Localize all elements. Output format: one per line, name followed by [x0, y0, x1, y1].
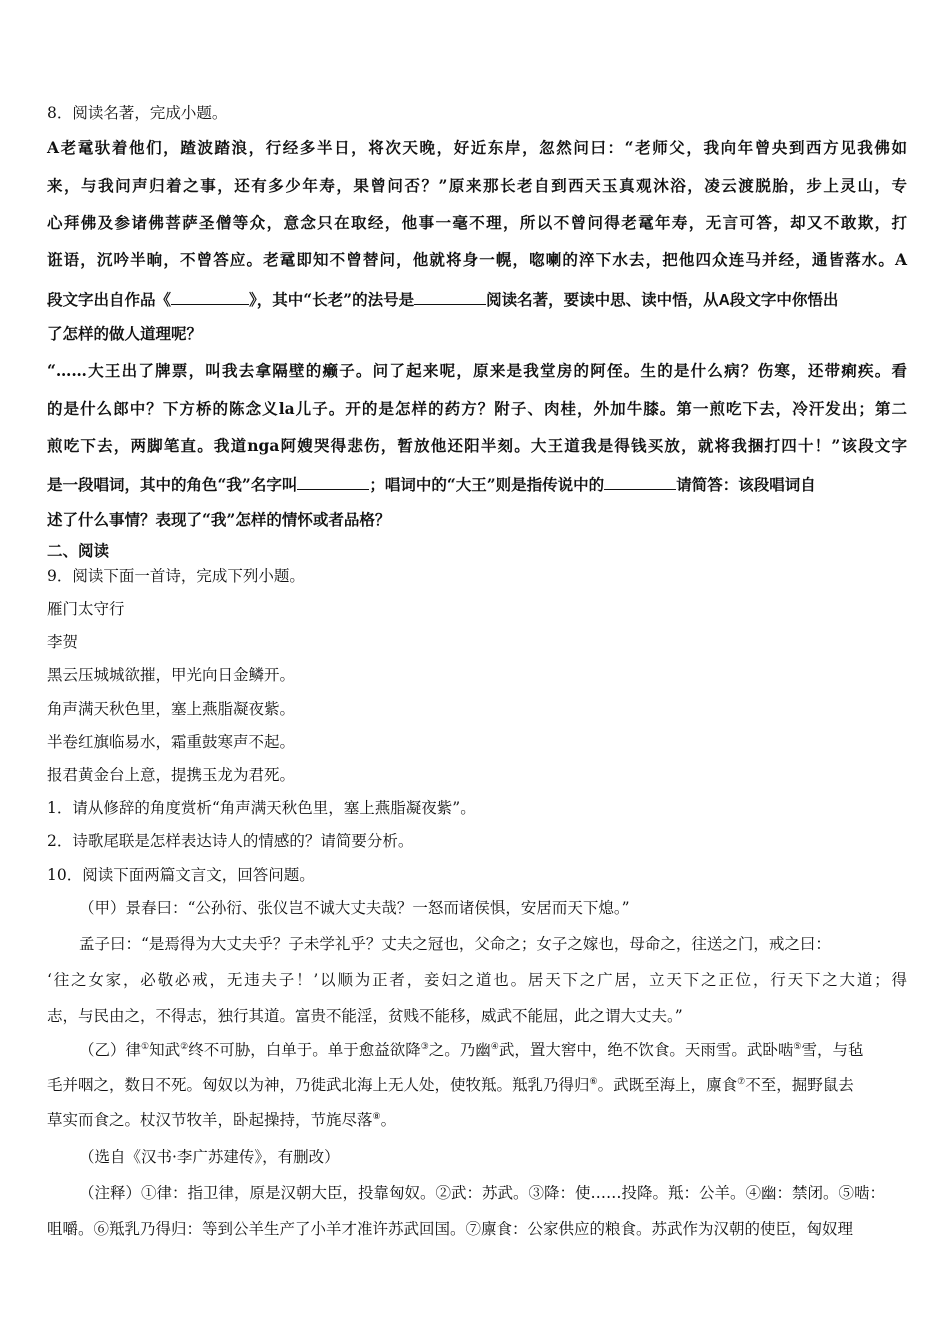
- passage-jia-line: 志，与民由之，不得志，独行其道。富贵不能淫，贫贱不能移，威武不能屈，此之谓大丈夫。”: [47, 1007, 683, 1025]
- q8-heading: 8．阅读名著，完成小题。: [47, 104, 228, 122]
- q8-passage-a-line: A老鼋驮着他们，蹅波踏浪，行经多半日，将次天晚，好近东岸，忽然问曰：“老师父，我向年曾央到西方见我佛如: [47, 138, 907, 157]
- q10-heading: 10．阅读下面两篇文言文，回答问题。: [47, 866, 315, 884]
- q9-subquestion-1: 1．请从修辞的角度赏析“角声满天秋色里，塞上燕脂凝夜紫”。: [47, 799, 476, 817]
- answer-blank-dharma-name[interactable]: [414, 288, 486, 305]
- passage-yi-text: 知武: [149, 1041, 181, 1059]
- poem-author: 李贺: [47, 633, 79, 651]
- passage-yi-text: 之。乃幽: [428, 1041, 491, 1059]
- q8-passage-b-question: [47, 473, 907, 495]
- q8-passage-a-line: 心拜佛及参诸佛菩萨圣僧等众，意念只在取经，他事一毫不理，所以不曾问得老鼋年寿，无言可答，却又不敢欺，打: [47, 213, 907, 232]
- answer-blank-work-title[interactable]: [171, 288, 249, 305]
- q8-passage-a-question: [47, 288, 907, 311]
- passage-source: （选自《汉书·李广苏建传》，有删改）: [79, 1148, 340, 1166]
- q8-passage-b-question-text: 是一段唱词，其中的角色“我”名字叫: [47, 475, 298, 494]
- passage-yi-text: 。武既至海上，廪食: [597, 1076, 738, 1094]
- section-heading: 二、阅读: [47, 541, 110, 560]
- passage-yi-text: 草实而食之。杖汉节牧羊，卧起操持，节旄尽落: [47, 1111, 373, 1129]
- passage-yi-text: 武，置大窖中，绝不饮食。天雨雪。武卧啮: [498, 1041, 794, 1059]
- footnote-marker: ④: [490, 1041, 499, 1052]
- poem-line: 报君黄金台上意，提携玉龙为君死。: [47, 766, 296, 784]
- passage-yi-text: （乙）律: [79, 1041, 142, 1059]
- passage-yi-line: [47, 1075, 907, 1095]
- q8-passage-a-label: A: [718, 292, 730, 309]
- q8-passage-a-question-text: 》，其中“长老”的法号是: [249, 290, 415, 309]
- poem-title: 雁门太守行: [47, 600, 125, 618]
- notes-line: （注释）①律：指卫律，原是汉朝大臣，投靠匈奴。②武：苏武。③降：使……投降。羝：公羊。④幽：禁闭。⑤啮：: [79, 1184, 886, 1202]
- q8-passage-a-question-end: 了怎样的做人道理呢？: [47, 324, 203, 343]
- q8-passage-b-question-text: ；唱词中的“大王”则是指传说中的: [369, 475, 605, 494]
- answer-blank-character-name[interactable]: [297, 473, 369, 490]
- poem-line: 角声满天秋色里，塞上燕脂凝夜紫。: [47, 700, 296, 718]
- q8-passage-b-question-text: 请简答：该段唱词自: [676, 475, 816, 494]
- footnote-marker: ③: [420, 1041, 429, 1052]
- passage-yi-text: 不至，掘野鼠去: [745, 1076, 854, 1094]
- poem-line: 半卷红旗临易水，霜重鼓寒声不起。: [47, 733, 296, 751]
- passage-yi-text: 终不可胁，白单于。单于愈益欲降: [188, 1041, 421, 1059]
- passage-jia-line: （甲）景春曰：“公孙衍、张仪岂不诚大丈夫哉？一怒而诸侯惧，安居而天下熄。”: [79, 899, 630, 917]
- footnote-marker: ⑥: [589, 1076, 598, 1087]
- q8-passage-b-question-end: 述了什么事情？表现了“我”怎样的情怀或者品格？: [47, 510, 391, 529]
- q8-passage-a-line: 来，与我问声归着之事，还有多少年寿，果曾问否？”原来那长老自到西天玉真观沐浴，凌云渡脱胎，步上灵山，专: [47, 176, 907, 195]
- q8-passage-a-line: 诳语，沉吟半晌，不曾答应。老鼋即知不曾替问，他就将身一幌，唿喇的淬下水去，把他四众连马并经，通皆落水。A: [47, 250, 907, 269]
- q8-passage-b-line: “……大王出了牌票，叫我去拿隔壁的癞子。问了起来呢，原来是我堂房的阿侄。生的是什么病？伤寒，还带痢疾。看: [47, 361, 907, 380]
- passage-jia-line: 孟子曰：“是焉得为大丈夫乎？子未学礼乎？丈夫之冠也，父命之；女子之嫁也，母命之，往送之门，戒之曰：: [79, 935, 831, 953]
- answer-blank-legend-figure[interactable]: [604, 473, 676, 490]
- passage-yi-line: [47, 1110, 907, 1130]
- notes-line: 咀嚼。⑥羝乳乃得归：等到公羊生产了小羊才准许苏武回国。⑦廪食：公家供应的粮食。苏武作为汉朝的使臣，匈奴理: [47, 1220, 854, 1238]
- q8-passage-b-line: 煎吃下去，两脚笔直。我道nga阿嫂哭得悲伤，暂放他还阳半刻。大王道我是得钱买放，就将我捆打四十！”该段文字: [47, 436, 907, 455]
- footnote-marker: ⑤: [793, 1041, 802, 1052]
- passage-jia-line: ‘往之女家，必敬必戒，无违夫子！’以顺为正者，妾妇之道也。居天下之广居，立天下之正位，行天下之大道；得: [47, 971, 907, 989]
- passage-yi-line: [79, 1040, 907, 1060]
- footnote-marker: ①: [141, 1041, 150, 1052]
- q8-passage-b-line: 的是什么郎中？下方桥的陈念义la儿子。开的是怎样的药方？附子、肉桂，外加牛膝。第一煎吃下去，冷汗发出；第二: [47, 399, 907, 418]
- footnote-marker: ②: [180, 1041, 189, 1052]
- poem-line: 黑云压城城欲摧，甲光向日金鳞开。: [47, 666, 296, 684]
- q9-subquestion-2: 2．诗歌尾联是怎样表达诗人的情感的？请简要分析。: [47, 832, 414, 850]
- q9-heading: 9．阅读下面一首诗，完成下列小题。: [47, 567, 305, 585]
- q8-passage-a-question-text: 段文字出自作品《: [47, 290, 172, 309]
- q8-passage-a-question-text: 阅读名著，要读中思、读中悟，从: [486, 290, 719, 309]
- passage-yi-text: 雪，与毡: [801, 1041, 864, 1059]
- footnote-marker: ⑦: [737, 1076, 746, 1087]
- passage-yi-text: 毛并咽之，数日不死。匈奴以为神，乃徙武北海上无人处，使牧羝。羝乳乃得归: [47, 1076, 590, 1094]
- footnote-marker: ⑧: [372, 1111, 381, 1122]
- passage-yi-text: 。: [380, 1111, 397, 1129]
- q8-passage-a-question-text: 段文字中你悟出: [729, 290, 839, 309]
